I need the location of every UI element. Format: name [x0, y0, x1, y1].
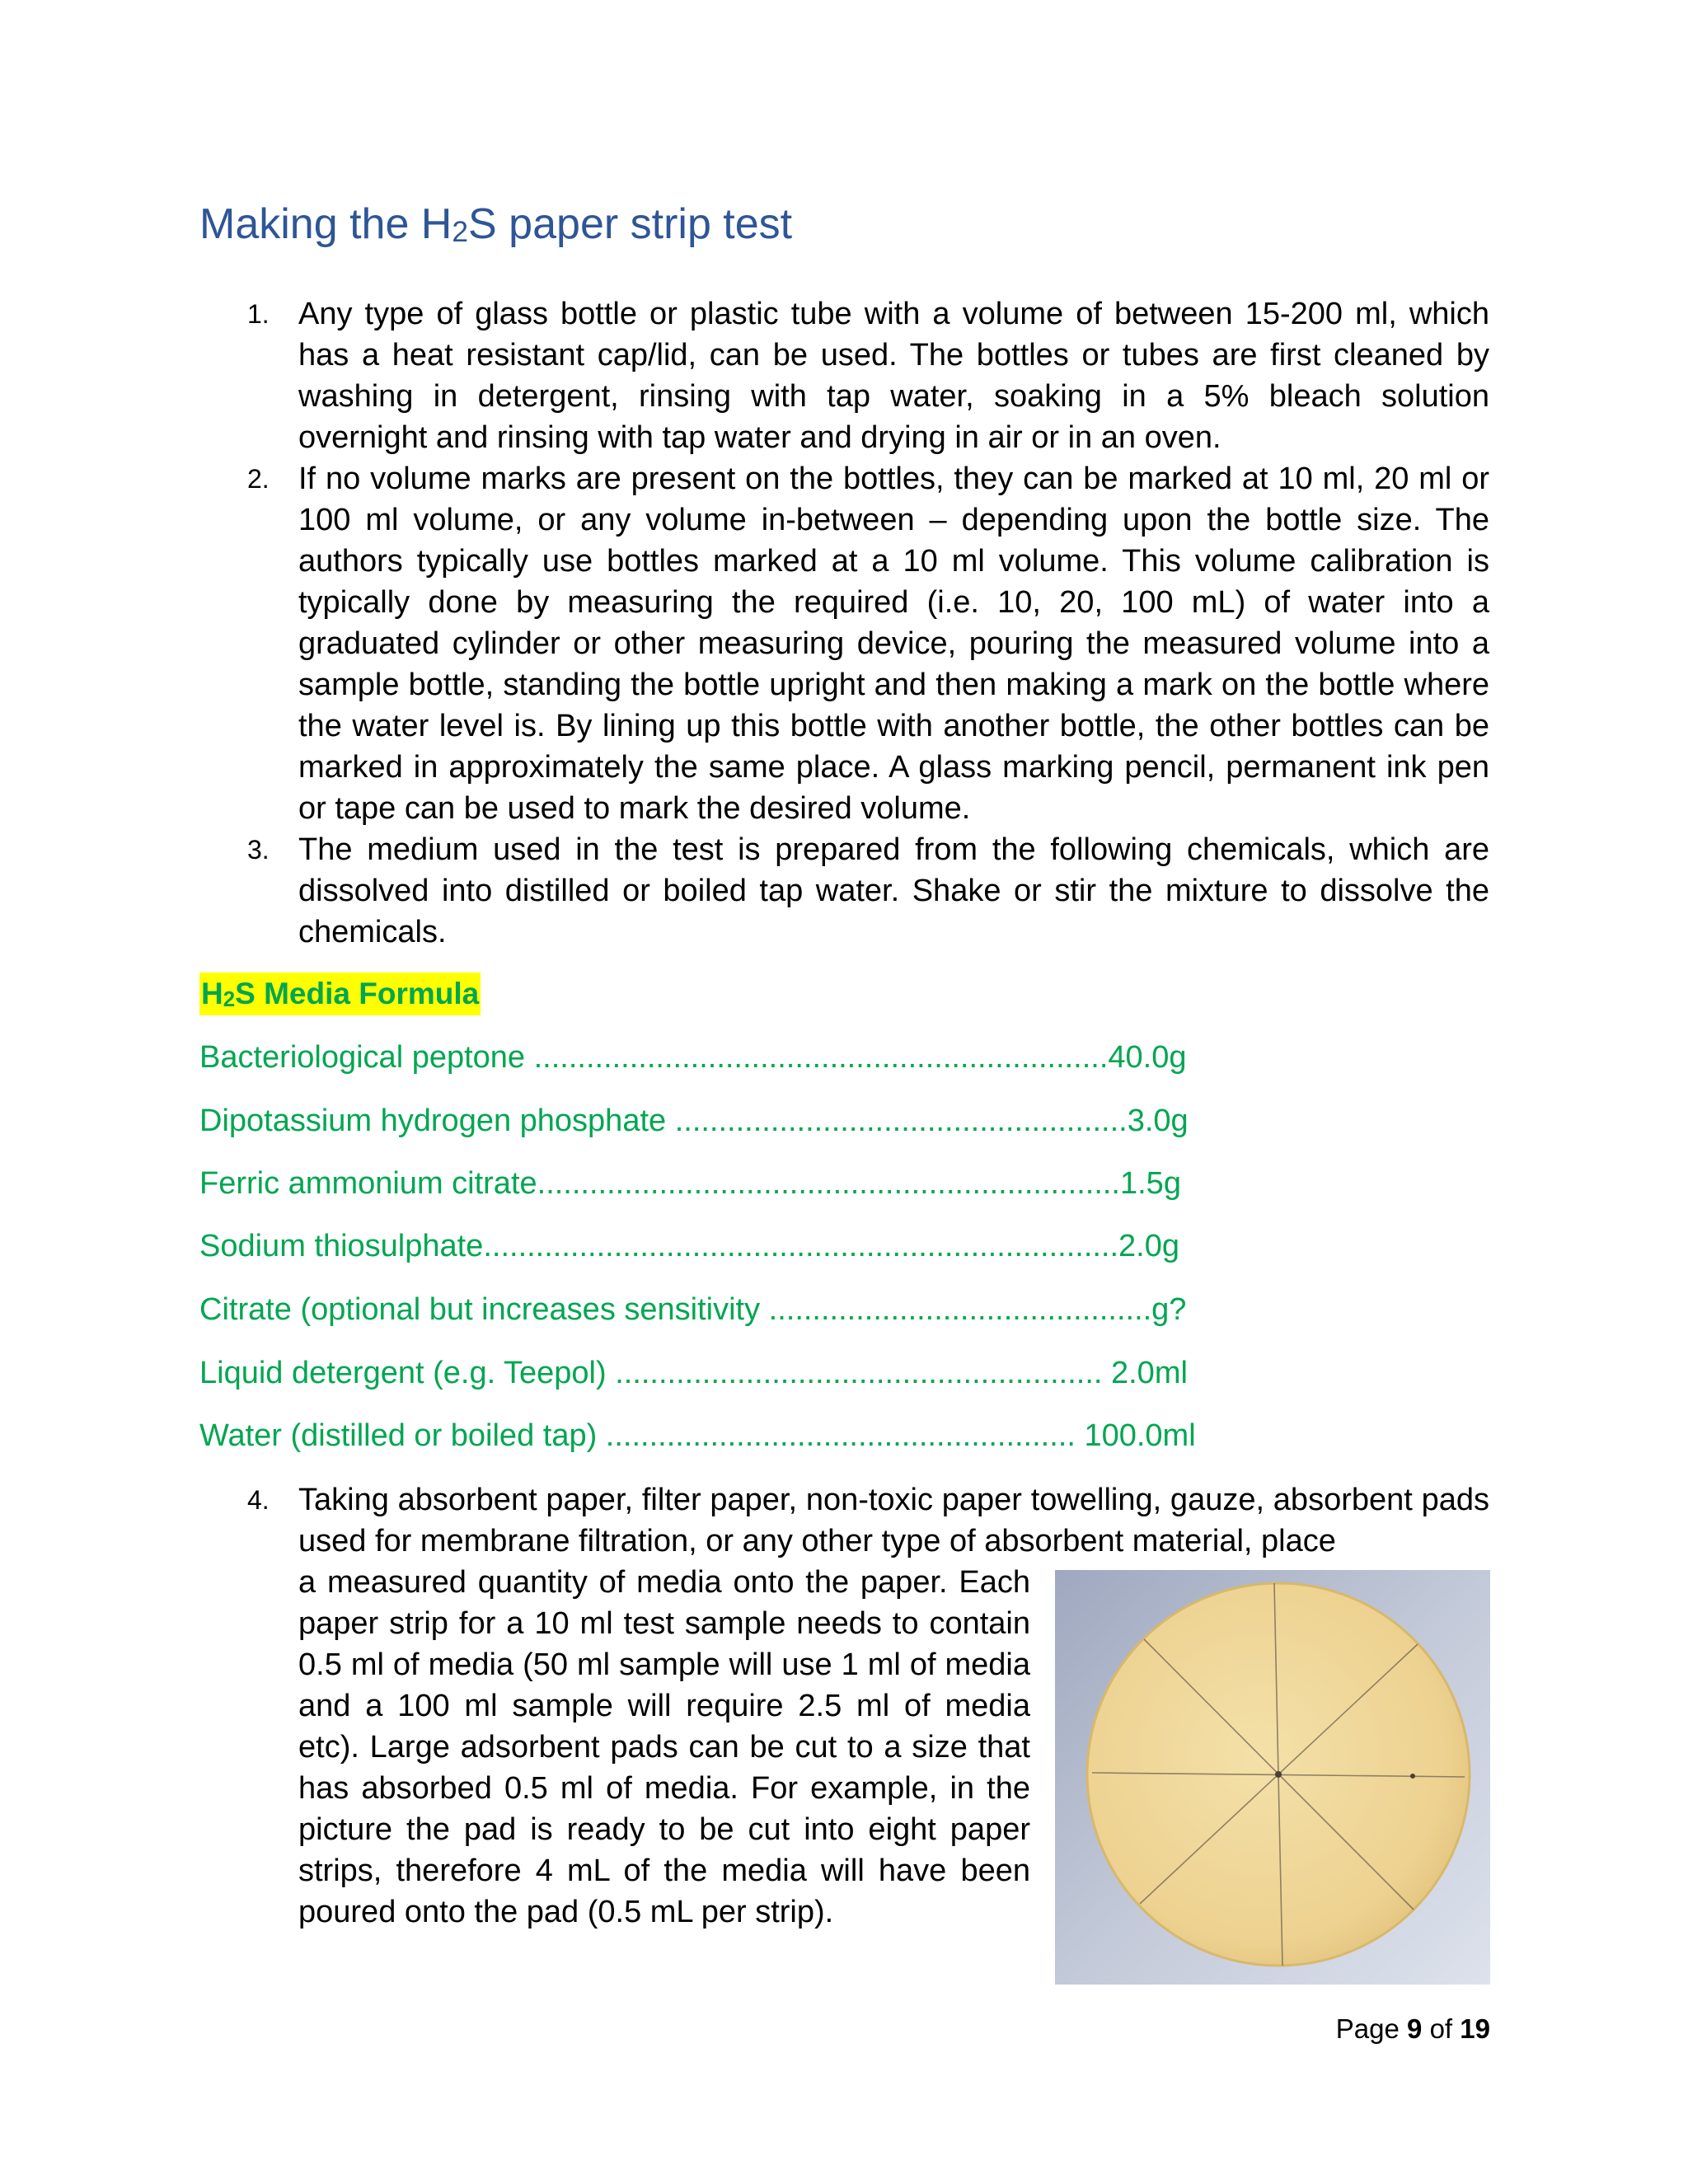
page-title-post: S paper strip test	[468, 200, 793, 248]
formula-row: Water (distilled or boiled tap) ...................................................... 100.0ml	[199, 1418, 1196, 1453]
formula-row: Ferric ammonium citrate...................................................................1.5g	[199, 1166, 1181, 1201]
list-item-number: 3.	[247, 835, 270, 865]
page-number	[1336, 2008, 1490, 2050]
of-label: of	[1429, 2013, 1453, 2044]
formula-row: Citrate (optional but increases sensitivity ............................................g?	[199, 1292, 1187, 1327]
formula-row: Bacteriological peptone ..................................................................40.0g	[199, 1040, 1187, 1075]
list-item-number: 1.	[247, 299, 270, 329]
formula-heading-pre: H	[201, 977, 223, 1010]
current-page: 9	[1407, 2013, 1423, 2044]
list-item-number: 4.	[247, 1485, 270, 1515]
list-item	[247, 829, 1489, 953]
formula-row: Sodium thiosulphate.........................................................................2.0g	[199, 1229, 1180, 1263]
total-pages: 19	[1460, 2013, 1490, 2044]
formula-row: Liquid detergent (e.g. Teepol) ........................................................ 2.0ml	[199, 1356, 1188, 1390]
list-item-text: The medium used in the test is prepared from the following chemicals, which are dissolved into distilled or boiled tap water. Shake or stir the mixture to dissolve the chemicals.	[298, 832, 1489, 949]
page-title	[199, 194, 792, 262]
formula-heading	[199, 972, 481, 1015]
list-item	[247, 293, 1489, 458]
list-item-text: If no volume marks are present on the bottles, they can be marked at 10 ml, 20 ml or 100 ml volume, or any volume in-between – depending upon the bottle size. The authors typically use bottles marked at a 10 ml volume. This volume calibration is typically done by measuring the required (i.e. 10, 20, 100 mL) of water into a graduated cylinder or other measuring device, pouring the measured volume into a sample bottle, standing the bottle upright and then making a mark on the bottle where the water level is. By lining up this bottle with another bottle, the other bottles can be marked in approximately the same place. A glass marking pencil, permanent ink pen or tape can be used to mark the desired volume.	[298, 462, 1489, 826]
list-item-text: Taking absorbent paper, filter paper, non-toxic paper towelling, gauze, absorbent pads used for membrane filtration, or any other type of absorbent material, place	[298, 1483, 1489, 1558]
page-title-pre: Making the H	[199, 200, 452, 248]
formula-heading-post: S Media Formula	[235, 977, 480, 1010]
list-item	[247, 458, 1489, 829]
list-item-text: Any type of glass bottle or plastic tube with a volume of between 15-200 ml, which has a heat resistant cap/lid, can be used. The bottles or tubes are first cleaned by washing in detergent, rinsing with tap water, soaking in a 5% bleach solution overnight and rinsing with tap water and drying in air or in an oven.	[298, 297, 1489, 455]
list-item-text-wrapped: a measured quantity of media onto the paper. Each paper strip for a 10 ml test sample needs to contain 0.5 ml of media (50 ml sample will use 1 ml of media and a 100 ml sample will require 2.5 ml of media etc). Large adsorbent pads can be cut to a size that has absorbed 0.5 ml of media. For example, in the picture the pad is ready to be cut into eight paper strips, therefore 4 mL of the media will have been poured onto the pad (0.5 mL per strip).	[298, 1565, 1030, 1929]
page-title-subscript: 2	[452, 216, 469, 249]
formula-row: Dipotassium hydrogen phosphate ....................................................3.0g	[199, 1104, 1189, 1138]
page-label: Page	[1335, 2013, 1400, 2044]
formula-heading-subscript: 2	[223, 988, 236, 1012]
list-item-number: 2.	[247, 464, 270, 494]
absorbent-pad-photo	[1055, 1570, 1490, 1985]
